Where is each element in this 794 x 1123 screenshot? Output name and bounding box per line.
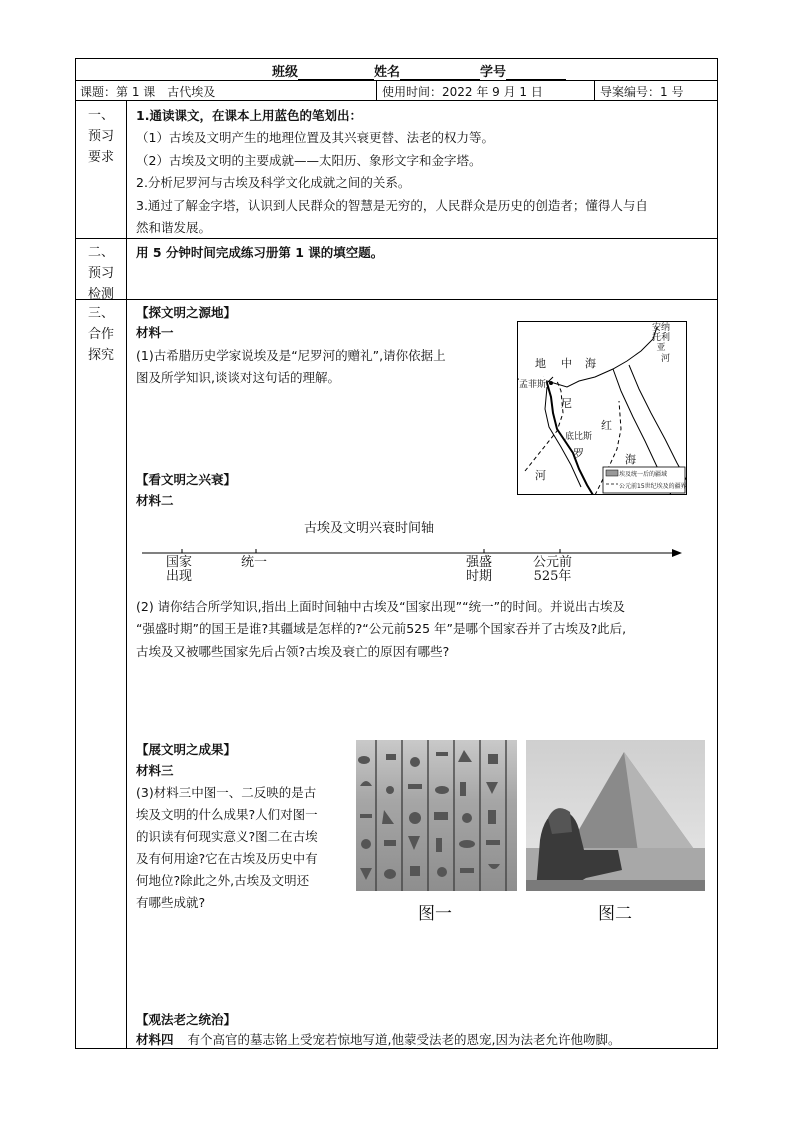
hieroglyph-image	[356, 740, 517, 891]
timeline-mark-origin-l2: 出现	[166, 569, 193, 584]
section2-label	[78, 242, 124, 305]
timeline-mark-525bc	[533, 556, 572, 584]
topic-text: 课题：第 1 课 古代埃及	[80, 85, 216, 99]
timeline-title: 古埃及文明兴衰时间轴	[304, 521, 435, 536]
part4-material: 材料四	[136, 1032, 174, 1047]
part3-question-line3: 的识读有何现实意义?图二在古埃	[136, 829, 318, 844]
part2-title: 【看文明之兴衰】	[136, 472, 237, 487]
row-divider	[76, 238, 717, 239]
timeline-mark-peak-l1: 强盛	[466, 555, 493, 570]
part3-title: 【展文明之成果】	[136, 742, 237, 757]
map-label-hai: 海	[585, 357, 596, 370]
part2-question-line2: “强盛时期”的国王是谁?其疆域是怎样的?“公元前525 年”是哪个国家吞并了古埃及?此后,	[136, 621, 627, 636]
part3-question-line6: 有哪些成就?	[136, 895, 206, 910]
timeline-mark-peak	[466, 556, 492, 584]
class-label: 班级	[272, 65, 299, 80]
part4-text: 有个高官的墓志铭上受宠若惊地写道,他蒙受法老的恩宠,因为法老允许他吻脚。	[187, 1032, 621, 1047]
map-label-hai2: 海	[625, 453, 636, 466]
timeline-mark-origin-l1: 国家	[166, 555, 193, 570]
timeline-mark-unify: 统一	[241, 555, 268, 570]
map-label-ni: 尼	[561, 397, 572, 410]
timeline-mark-origin	[166, 556, 192, 584]
map-label-luo: 罗	[573, 447, 584, 460]
part1-material: 材料一	[136, 325, 174, 340]
section1-line-6: 然和谐发展。	[136, 220, 212, 235]
section2-label-l2: 检测	[87, 287, 114, 302]
part3-question-line4: 及有何用途?它在古埃及历史中有	[136, 851, 318, 866]
section3-label	[78, 303, 124, 366]
section3-label-l2: 探究	[87, 348, 114, 363]
section1-line-5: 3.通过了解金字塔，认识到人民群众的智慧是无穷的，人民群众是历史的创造者；懂得人与自	[136, 198, 648, 213]
figure2-caption: 图二	[598, 904, 632, 924]
map-label-zhong: 中	[561, 357, 572, 370]
part1-question-line1: (1)古希腊历史学家说埃及是“尼罗河的赠礼”,请你依据上	[136, 348, 446, 363]
name-label: 姓名	[374, 65, 401, 80]
id-label: 学号	[480, 65, 507, 80]
map-label-river2: 河	[535, 469, 546, 482]
section3-label-l1: 合作	[87, 327, 114, 342]
section3-label-num: 三、	[87, 306, 114, 321]
row-divider	[76, 100, 717, 101]
timeline-mark-peak-l2: 时期	[466, 569, 493, 584]
section1-label	[78, 105, 124, 168]
date-text: 使用时间：2022 年 9 月 1 日	[382, 85, 543, 99]
part4-title: 【观法老之统治】	[136, 1012, 237, 1027]
section2-label-num: 二、	[87, 245, 114, 260]
part3-question-line2: 埃及文明的什么成果?人们对图一	[136, 807, 318, 822]
figure1-caption: 图一	[418, 904, 452, 924]
column-divider	[594, 80, 595, 100]
part2-question-line3: 古埃及又被哪些国家先后占领?古埃及衰亡的原因有哪些?	[136, 644, 450, 659]
column-divider	[126, 100, 127, 1049]
part4-line	[136, 1030, 620, 1048]
section1-label-num: 一、	[87, 108, 114, 123]
timeline-axis	[142, 549, 682, 557]
column-divider	[376, 80, 377, 100]
section1-line-4: 2.分析尼罗河与古埃及科学文化成就之间的关系。	[136, 175, 411, 190]
class-blank[interactable]	[298, 65, 374, 80]
map-legend-2: 公元前15世纪埃及的疆界	[619, 483, 687, 490]
section2-text: 用 5 分钟时间完成练习册第 1 课的填空题。	[136, 245, 384, 260]
map-label-anatolia: 安纳托利亚	[651, 323, 670, 353]
map-label-river1: 河	[661, 354, 671, 364]
name-blank[interactable]	[400, 65, 480, 80]
section1-label-l1: 预习	[87, 129, 114, 144]
section1-label-l2: 要求	[87, 150, 114, 165]
section1-line-1: 1.通读课文，在课本上用蓝色的笔划出：	[136, 108, 362, 123]
map-label-thebes: 底比斯	[565, 432, 593, 442]
lesson-plan-table	[75, 58, 718, 1049]
id-blank[interactable]	[506, 65, 566, 80]
map-legend-1: 埃及统一后的疆域	[619, 471, 668, 478]
header-fields	[272, 61, 566, 80]
section2-label-l1: 预习	[87, 266, 114, 281]
timeline-mark-525bc-l2: 525年	[533, 569, 572, 584]
map-label-di: 地	[535, 357, 546, 370]
part3-question-line5: 何地位?除此之外,古埃及文明还	[136, 873, 310, 888]
map-label-memphis: 孟菲斯	[519, 377, 546, 390]
part2-question-line1: (2) 请你结合所学知识,指出上面时间轴中古埃及“国家出现”“统一”的时间。并说出古埃及	[136, 599, 626, 614]
plan-number: 导案编号：1 号	[600, 85, 684, 99]
nile-map	[517, 321, 687, 495]
section1-line-3: （2）古埃及文明的主要成就——太阳历、象形文字和金字塔。	[136, 153, 482, 168]
part3-material: 材料三	[136, 763, 174, 778]
part1-title: 【探文明之源地】	[136, 305, 237, 320]
part2-material: 材料二	[136, 493, 174, 508]
section1-line-2: （1）古埃及文明产生的地理位置及其兴衰更替、法老的权力等。	[136, 130, 494, 145]
row-divider	[76, 299, 717, 300]
pyramid-image	[526, 740, 705, 891]
row-divider	[76, 80, 717, 81]
part1-question-line2: 图及所学知识,谈谈对这句话的理解。	[136, 370, 340, 385]
map-label-hong: 红	[601, 419, 612, 432]
part3-question-line1: (3)材料三中图一、二反映的是古	[136, 785, 317, 800]
timeline-mark-525bc-l1: 公元前	[533, 555, 573, 570]
